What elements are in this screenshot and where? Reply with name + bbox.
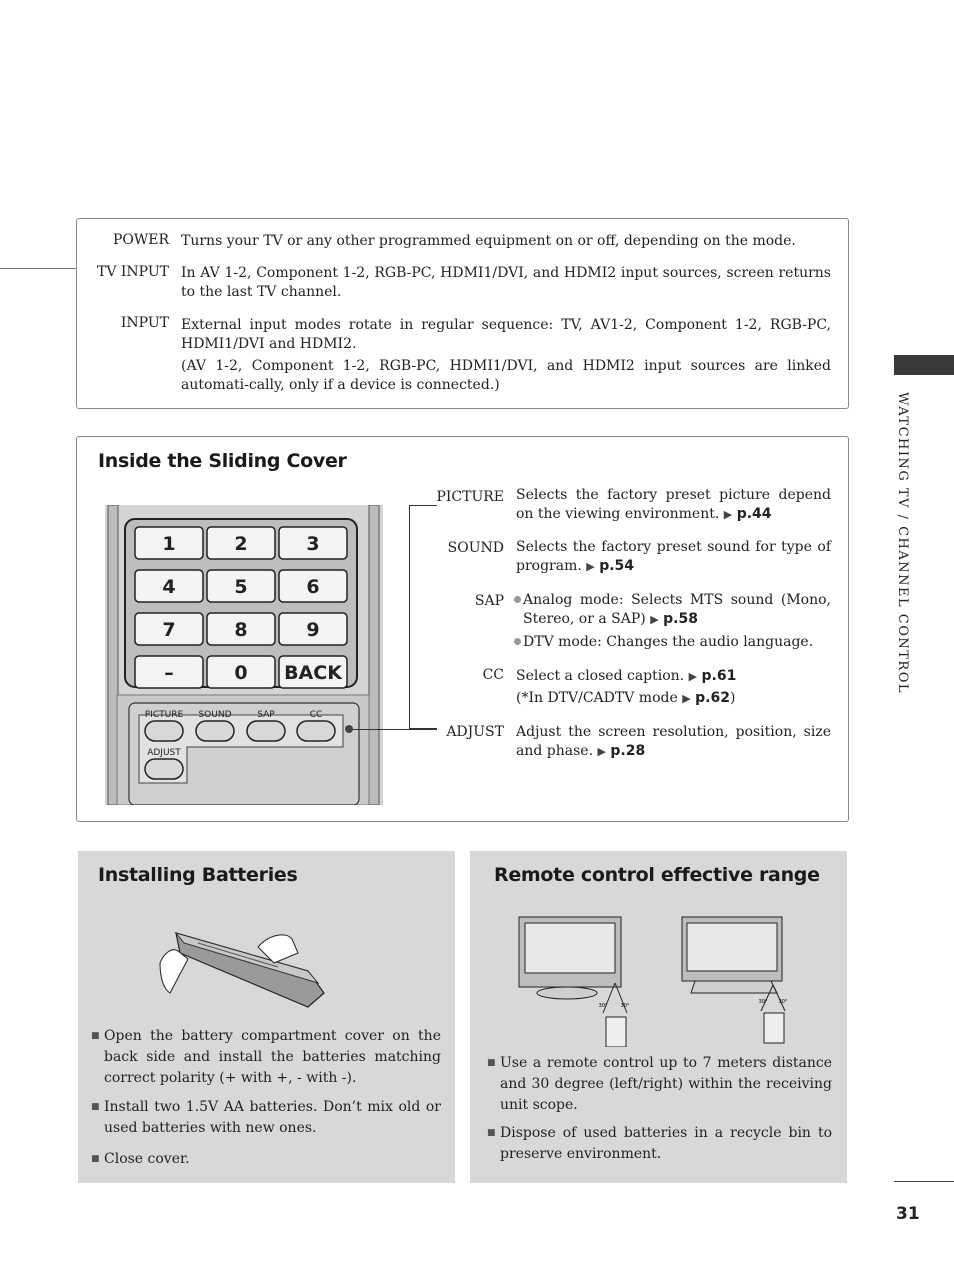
input-text: External input modes rotate in regular sequence: TV, AV1-2, Component 1-2, RGB-PC, HDMI1/DVI and HDMI2. <box>181 317 831 352</box>
sap-ref: p.58 <box>663 611 698 627</box>
svg-text:PICTURE: PICTURE <box>144 710 184 720</box>
svg-text:3: 3 <box>306 533 320 555</box>
svg-text:6: 6 <box>306 576 320 598</box>
side-tab <box>892 364 914 704</box>
cc-dtv-ref: p.62 <box>695 690 730 706</box>
cc-text: Select a closed caption. ▶ p.61 <box>516 668 737 684</box>
angle-label: 30° <box>620 1003 630 1009</box>
square-bullet-icon: ■ <box>487 1128 496 1138</box>
remote-button-adjust[interactable] <box>145 748 183 779</box>
keypad-key-6[interactable] <box>279 570 347 602</box>
square-bullet-icon: ■ <box>91 1154 100 1164</box>
svg-text:2: 2 <box>234 533 248 555</box>
cc-ref: p.61 <box>701 668 737 684</box>
keypad-key-2[interactable] <box>207 527 275 559</box>
svg-text:7: 7 <box>162 619 176 641</box>
picture-text: Selects the factory preset picture depend on the viewing environment. ▶ p.44 <box>516 487 831 522</box>
keypad-key-dash[interactable] <box>135 656 203 688</box>
sound-label: SOUND <box>447 540 504 556</box>
picture-ref: p.44 <box>736 506 772 522</box>
svg-text:0: 0 <box>234 662 248 684</box>
sliding-cover-box <box>76 436 849 822</box>
tv-input-label: TV INPUT <box>97 264 169 280</box>
sap-dtv-bullet-icon <box>514 638 521 645</box>
keypad-key-1[interactable] <box>135 527 203 559</box>
battery-bullet-3: ■ Close cover. <box>91 1149 441 1170</box>
keypad-key-3[interactable] <box>279 527 347 559</box>
battery-cover-illustration <box>158 923 338 1015</box>
keypad-key-back[interactable] <box>279 656 347 688</box>
cc-label: CC <box>482 667 504 683</box>
remote-keypad-illustration <box>105 505 383 805</box>
keypad-key-4[interactable] <box>135 570 203 602</box>
button-description-box <box>76 218 849 409</box>
svg-text:SOUND: SOUND <box>198 710 232 720</box>
callout-bracket <box>409 505 437 729</box>
range-panel <box>470 851 847 1183</box>
svg-text:5: 5 <box>234 576 248 598</box>
sap-bullet-icon <box>514 596 521 603</box>
range-title: Remote control effective range <box>494 864 820 886</box>
battery-bullet-1: ■ Open the battery compartment cover on the back side and install the batteries matching correct polarity (+ with +, - with -). <box>91 1028 441 1086</box>
square-bullet-icon: ■ <box>91 1102 100 1112</box>
callout-dot <box>345 725 353 733</box>
sliding-cover-title: Inside the Sliding Cover <box>98 450 347 472</box>
angle-label: 30° <box>758 999 768 1005</box>
left-rule <box>0 268 77 269</box>
picture-label: PICTURE <box>436 489 504 505</box>
sound-ref: p.54 <box>599 558 635 574</box>
batteries-title: Installing Batteries <box>98 864 298 886</box>
remote-button-sound[interactable] <box>196 710 234 741</box>
page-number: 31 <box>896 1204 920 1224</box>
svg-text:9: 9 <box>306 619 320 641</box>
keypad-key-0[interactable] <box>207 656 275 688</box>
angle-label: 30° <box>598 1003 608 1009</box>
svg-text:CC: CC <box>309 710 323 720</box>
sap-label: SAP <box>474 593 504 609</box>
sound-text: Selects the factory preset sound for type of program. ▶ p.54 <box>516 539 831 574</box>
battery-bullet-2: ■ Install two 1.5V AA batteries. Don’t mix old or used batteries with new ones. <box>91 1099 441 1136</box>
sap-dtv-text: DTV mode: Changes the audio language. <box>516 633 831 652</box>
svg-text:SAP: SAP <box>257 710 275 720</box>
range-bullet-1: ■ Use a remote control up to 7 meters distance and 30 degree (left/right) within the receiving unit scope. <box>487 1055 832 1113</box>
power-label: POWER <box>112 232 169 248</box>
adjust-text: Adjust the screen resolution, position, size and phase. ▶ p.28 <box>516 724 831 759</box>
keypad-key-5[interactable] <box>207 570 275 602</box>
range-bullet-2: ■ Dispose of used batteries in a recycle bin to preserve environment. <box>487 1125 832 1162</box>
tv-range-illustration <box>515 913 795 1047</box>
power-text: Turns your TV or any other programmed equipment on or off, depending on the mode. <box>181 233 796 249</box>
svg-text:1: 1 <box>162 533 176 555</box>
input-note: (AV 1-2, Component 1-2, RGB-PC, HDMI1/DVI, and HDMI2 input sources are linked automati-cally, only if a device is connected.) <box>181 358 831 393</box>
svg-text:4: 4 <box>162 576 176 598</box>
batteries-panel <box>78 851 455 1183</box>
tv-input-text: In AV 1-2, Component 1-2, RGB-PC, HDMI1/DVI, and HDMI2 input sources, screen returns to the last TV channel. <box>181 265 831 300</box>
sap-text: Analog mode: Selects MTS sound (Mono, Stereo, or a SAP) ▶ p.58 <box>516 591 831 629</box>
square-bullet-icon: ■ <box>487 1058 496 1068</box>
svg-text:8: 8 <box>234 619 248 641</box>
remote-button-picture[interactable] <box>145 710 184 741</box>
svg-text:BACK: BACK <box>284 662 342 684</box>
cc-dtv-text: (*In DTV/CADTV mode ▶ p.62) <box>516 690 736 706</box>
svg-text:–: – <box>164 662 174 684</box>
square-bullet-icon: ■ <box>91 1031 100 1041</box>
adjust-ref: p.28 <box>610 743 646 759</box>
input-label: INPUT <box>120 315 169 331</box>
adjust-label: ADJUST <box>446 724 504 740</box>
side-tab-text: WATCHING TV / CHANNEL CONTROL <box>895 392 910 694</box>
keypad-key-9[interactable] <box>279 613 347 645</box>
page-number-rule <box>894 1181 954 1182</box>
keypad-key-7[interactable] <box>135 613 203 645</box>
svg-text:ADJUST: ADJUST <box>147 748 181 758</box>
angle-label: 30° <box>778 999 788 1005</box>
keypad-key-8[interactable] <box>207 613 275 645</box>
